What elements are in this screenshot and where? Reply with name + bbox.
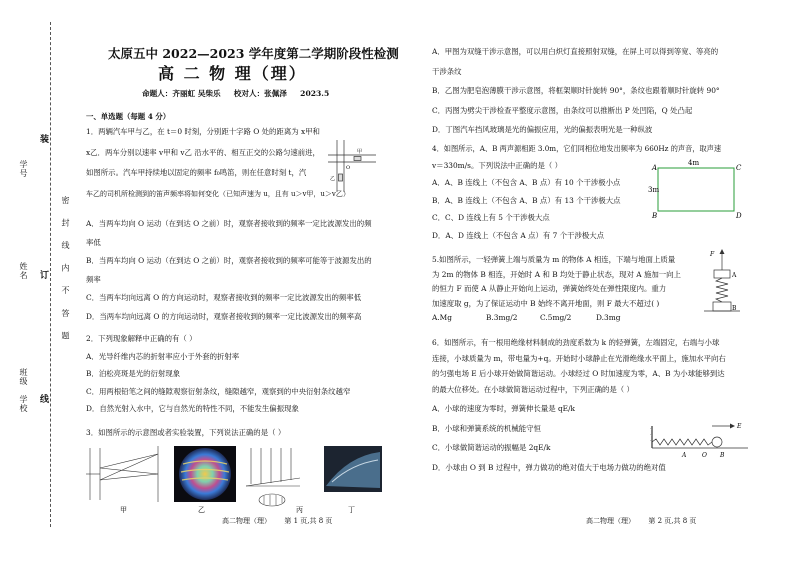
- q2-option-d[interactable]: D．自然光射入水中，它与自然光的特性不同，不能发生偏振现象: [86, 404, 299, 413]
- exam-title: 太原五中 2022—2023 学年度第二学期阶段性检测: [108, 46, 399, 61]
- q2-option-c[interactable]: C．用两根铅笔之间的缝隙观察衍射条纹，缝隙越窄，观察到的中央衍射条纹越窄: [86, 386, 351, 396]
- q6-line-3: 的匀强电场 E 后小球开始做简谐运动。小球经过 O 时加速度为零，A、B 为小球能够到达: [432, 369, 725, 378]
- q3-option-a-line-2: 干涉条纹: [432, 66, 462, 76]
- q6-field-label: E: [737, 423, 742, 430]
- seal-char-zhuang: 装: [38, 134, 48, 144]
- q5-line-1: 5.如图所示，一轻弹簧上端与质量为 m 的物体 A 相连，下端与地面上质量: [432, 255, 676, 264]
- seal-warning: 密 封 线 内 不 答 题: [61, 196, 70, 346]
- q6-option-d[interactable]: D．小球由 O 到 B 过程中，弹力做功的绝对值大于电场力做功的绝对值: [432, 462, 666, 472]
- q4-option-c[interactable]: C．C、D 连线上有 5 个干涉极大点: [432, 213, 550, 222]
- q1-options: [86, 219, 426, 322]
- q5-line-3: 的恒力 F 而使 A 从静止开始向上运动，弹簧始终处在弹性限度内。重力: [432, 284, 667, 293]
- q1-line-4: 车乙的司机所检测到的笛声频率将如何变化（已知声速为 u，且有 u＞v甲，u＞v乙）: [86, 189, 350, 198]
- q4-option-a[interactable]: A．A、B 连线上（不包含 A、B 点）有 10 个干涉极小点: [432, 178, 621, 187]
- q3-option-c[interactable]: C．丙图为劈尖干涉检查平整度示意图，由条纹可以推断出 P 处凹陷，Q 处凸起: [432, 105, 693, 115]
- q1-line-2: x乙．两车分别以速率 v甲和 v乙 沿水平的、相互正交的公路匀速前进，: [86, 147, 320, 157]
- q3-fig-label-jia: 甲: [120, 506, 127, 514]
- q6-line-2: 连接，小球质量为 m，带电量为+q。开始时小球静止在光滑绝缘水平面上，施加水平向右: [432, 353, 726, 363]
- q1-fig-label-b: 乙: [330, 176, 336, 182]
- q5-option-b[interactable]: B.3mg/2: [486, 313, 518, 322]
- q3-options: [432, 47, 782, 136]
- q4-option-b[interactable]: B．A、B 连线上（不包含 A、B 点）有 13 个干涉极大点: [432, 195, 621, 205]
- q4-line-1: 4．如图所示，A、B 两声源相距 3.0m，它们同相位地发出频率为 660Hz 的声音，取声速: [432, 144, 722, 153]
- q4-figure: [648, 158, 744, 220]
- q5-force-label: F: [710, 251, 715, 258]
- q6-line-4: 的最大位移处。在小球做简谐运动过程中，下列正确的是（ ）: [432, 384, 634, 394]
- q5-line-2: 为 2m 的物体 B 相连，开始时 A 和 B 均处于静止状态，现对 A 施加一向上: [432, 269, 681, 279]
- q1-option-a-line-2: 率低: [86, 237, 101, 247]
- q3-fig-label-ding: 丁: [348, 506, 355, 514]
- q6-option-c[interactable]: C．小球做简谐运动的振幅是 2qE/k: [432, 443, 551, 452]
- q1-option-c[interactable]: C．当两车均向远离 O 的方向运动时，观察者接收到的频率一定比波源发出的频率低: [86, 293, 362, 302]
- q3-fig-yi-bubble: [179, 448, 231, 500]
- q4-option-d[interactable]: D．A、D 连线上（不包含 A 点）有 7 个干涉极大点: [432, 230, 605, 240]
- q1-figure: [328, 140, 376, 192]
- left-footer: 高二物理（理） 第 1 页,共 8 页: [222, 517, 333, 525]
- student-id-label: 学号: [19, 160, 28, 178]
- q1-fig-label-o: O: [346, 165, 351, 171]
- q5-block: [432, 255, 722, 309]
- q2-option-a[interactable]: A．光导纤维内芯的折射率应小于外套的折射率: [86, 351, 240, 361]
- q4-rectangle: [658, 168, 734, 211]
- q3-option-d[interactable]: D．丁图汽车挡风玻璃是光的偏振应用，光的偏振表明光是一种纵波: [432, 125, 653, 134]
- q6-option-a[interactable]: A．小球的速度为零时，弹簧伸长量是 qE/k: [432, 404, 576, 413]
- q6-point-b: B: [720, 452, 725, 459]
- q1-option-b[interactable]: [86, 256, 426, 285]
- q5-option-d[interactable]: D.3mg: [596, 313, 621, 322]
- q5-option-a[interactable]: A.Mg: [432, 313, 452, 322]
- q6-option-b[interactable]: B．小球和弹簧系统的机械能守恒: [432, 423, 541, 433]
- q4-point-b: B: [652, 212, 658, 220]
- subject-title: 高 二 物 理（理）: [158, 64, 307, 83]
- q1-option-b-line-1: B．当两车均向 O 运动（在到达 O 之前）时，观察者接收到的频率可能等于波源发出的: [86, 256, 372, 265]
- q4-width-label: 4m: [688, 159, 700, 167]
- class-label: 班级: [19, 368, 28, 386]
- q2-block: [86, 334, 426, 415]
- q5-line-4: 加速度取 g，为了保证运动中 B 始终不离开地面，则 F 最大不超过( ): [432, 298, 660, 308]
- q5-option-c[interactable]: C.5mg/2: [540, 313, 572, 322]
- q3-option-a-line-1: A．甲图为双缝干涉示意图，可以用白炽灯直接照射双缝，在屏上可以得到等宽、等亮的: [432, 47, 719, 56]
- q4-height-label: 3m: [648, 186, 660, 194]
- q1-line-1: 1．两辆汽车甲与乙，在 t＝0 时刻，分别距十字路 O 处的距离为 x甲和: [86, 127, 320, 136]
- q2-stem: 2．下列现象解释中正确的有（ ）: [86, 334, 197, 343]
- q5-block-b-label: B: [732, 305, 737, 312]
- q4-point-a: A: [652, 164, 658, 172]
- q6-figure: [650, 418, 750, 460]
- seal-char-ding: 订: [38, 270, 48, 280]
- q3-fig-label-bing: 丙: [296, 506, 303, 514]
- q1-option-a-line-1: A．当两车均向 O 运动（在到达 O 之前）时，观察者接收到的频率一定比波源发出的频: [86, 219, 372, 228]
- q4-point-d: D: [736, 212, 742, 220]
- q1-line-3: 如图所示。汽车甲持续地以固定的频率 f₀鸣笛，则在任意时刻 t，汽: [86, 168, 307, 177]
- q4-line-2: v＝330m/s。下列说法中正确的是（ ）: [432, 160, 563, 170]
- right-footer: 高二物理（理） 第 2 页,共 8 页: [586, 517, 697, 525]
- authors-line: 命题人：齐丽虹 吴柴乐 校对人：张佩泽 2023.5: [142, 89, 330, 98]
- q3-option-a[interactable]: [432, 47, 782, 77]
- q3-figure: [86, 442, 386, 514]
- q1-fig-label-a: 甲: [357, 149, 363, 155]
- name-label: 姓名: [19, 262, 28, 280]
- seal-char-xian: 线: [38, 394, 48, 404]
- q5-figure: [702, 248, 742, 320]
- q6-point-o: O: [702, 452, 707, 459]
- q3-option-b[interactable]: B．乙图为肥皂泡薄膜干涉示意图，将框架顺时针旋转 90°，条纹也跟着顺时针旋转 90°: [432, 86, 720, 95]
- q6-point-a: A: [682, 452, 687, 459]
- q2-option-b[interactable]: B．泊松亮斑是光的衍射现象: [86, 369, 181, 378]
- q1-option-b-line-2: 频率: [86, 274, 101, 284]
- q4-point-c: C: [736, 164, 742, 172]
- q5-block-a-label: A: [732, 272, 737, 279]
- q3-fig-label-yi: 乙: [198, 506, 205, 514]
- q6-line-1: 6．如图所示，有一根用绝缘材料制成的劲度系数为 k 的轻弹簧，左端固定，右端与小球: [432, 338, 720, 347]
- q1-option-d[interactable]: D．当两车均向远离 O 的方向运动时，观察者接收到的频率一定比波源发出的频率高: [86, 311, 362, 321]
- q1-option-a[interactable]: [86, 219, 426, 248]
- section-title: 一、单选题（每题 4 分）: [86, 112, 171, 121]
- q3-stem: 3．如图所示的示意图或者实验装置，下列说法正确的是（ ）: [86, 428, 286, 437]
- school-label: 学校: [19, 395, 28, 413]
- seal-line: [50, 22, 51, 527]
